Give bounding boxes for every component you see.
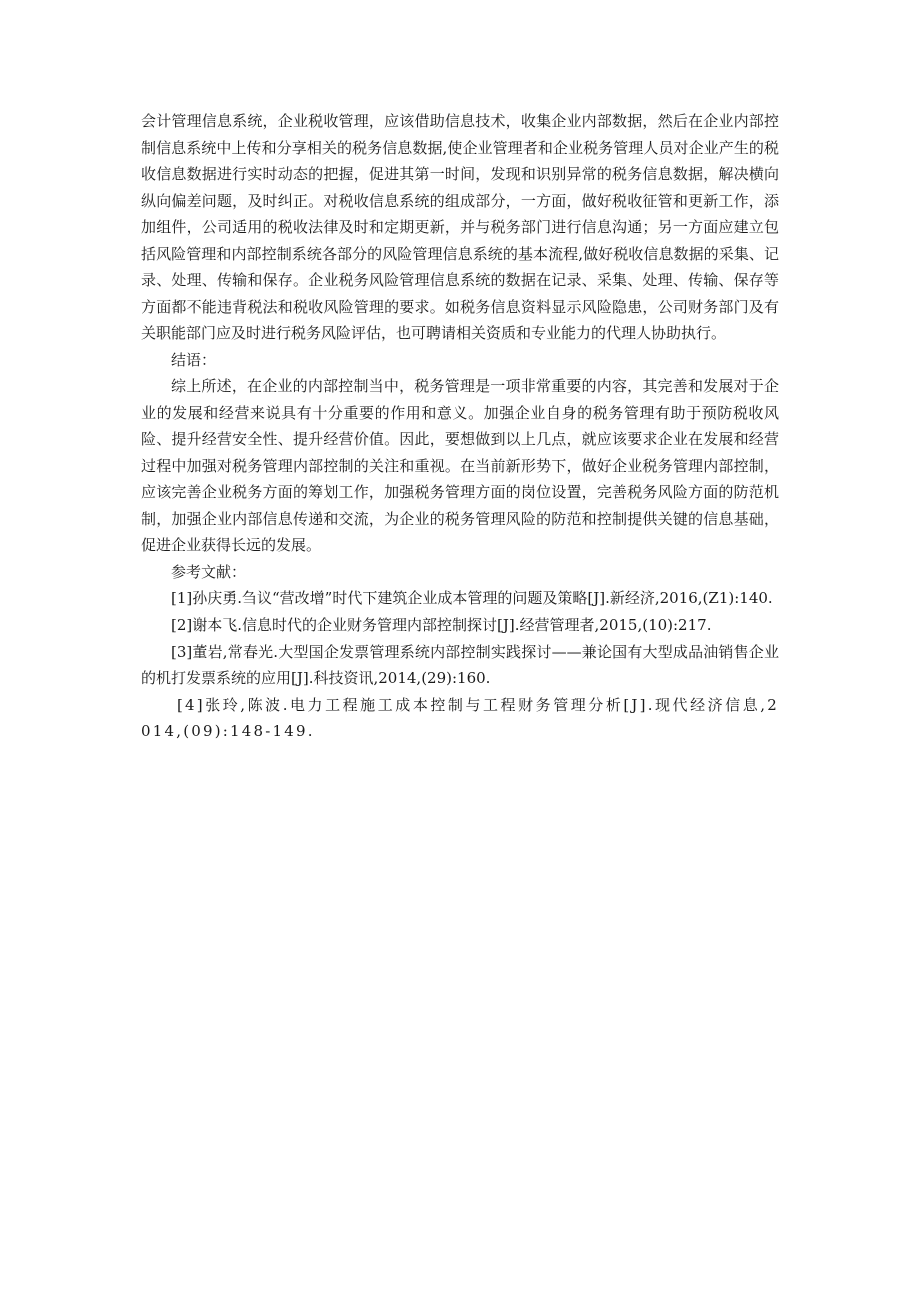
reference-item-3: [3]董岩,常春光.大型国企发票管理系统内部控制实践探讨——兼论国有大型成品油销售企业的机打发票系统的应用[J].科技资讯,2014,(29):160. [141, 643, 779, 687]
conclusion-heading: 结语： [171, 350, 217, 369]
reference-item-2: [2]谢本飞.信息时代的企业财务管理内部控制探讨[J].经营管理者,2015,(10):217. [171, 616, 712, 634]
reference-item-1: [1]孙庆勇.刍议“营改增”时代下建筑企业成本管理的问题及策略[J].新经济,2016,(Z1):140. [171, 589, 773, 607]
references-list [141, 585, 779, 744]
body-paragraph-information-system: 会计管理信息系统，企业税收管理，应该借助信息技术，收集企业内部数据，然后在企业内部控制信息系统中上传和分享相关的税务信息数据,使企业管理者和企业税务管理人员对企业产生的税收信息数据进行实时动态的把握，促进其第一时间，发现和识别异常的税务信息数据，解决横向纵向偏差问题，及时纠正。对税收信息系统的组成部分，一方面，做好税收征管和更新工作，添加组件，公司适用的税收法律及时和定期更新，并与税务部门进行信息沟通；另一方面应建立包括风险管理和内部控制系统各部分的风险管理信息系统的基本流程,做好税收信息数据的采集、记录、处理、传输和保存。企业税务风险管理信息系统的数据在记录、采集、处理、传输、保存等方面都不能违背税法和税收风险管理的要求。如税务信息资料显示风险隐患，公司财务部门及有关职能部门应及时进行税务风险评估，也可聘请相关资质和专业能力的代理人协助执行。 [141, 112, 779, 342]
conclusion-paragraph: 综上所述，在企业的内部控制当中，税务管理是一项非常重要的内容，其完善和发展对于企业的发展和经营来说具有十分重要的作用和意义。加强企业自身的税务管理有助于预防税收风险、提升经营安全性、提升经营价值。因此，要想做到以上几点，就应该要求企业在发展和经营过程中加强对税务管理内部控制的关注和重视。在当前新形势下，做好企业税务管理内部控制，应该完善企业税务方面的筹划工作，加强税务管理方面的岗位设置，完善税务风险方面的防范机制，加强企业内部信息传递和交流，为企业的税务管理风险的防范和控制提供关键的信息基础，促进企业获得长远的发展。 [141, 377, 779, 554]
references-heading: 参考文献： [171, 562, 247, 581]
reference-item-4: [4]张玲,陈波.电力工程施工成本控制与工程财务管理分析[J].现代经济信息,2014,(09):148-149. [141, 696, 779, 740]
document-page [141, 108, 779, 745]
